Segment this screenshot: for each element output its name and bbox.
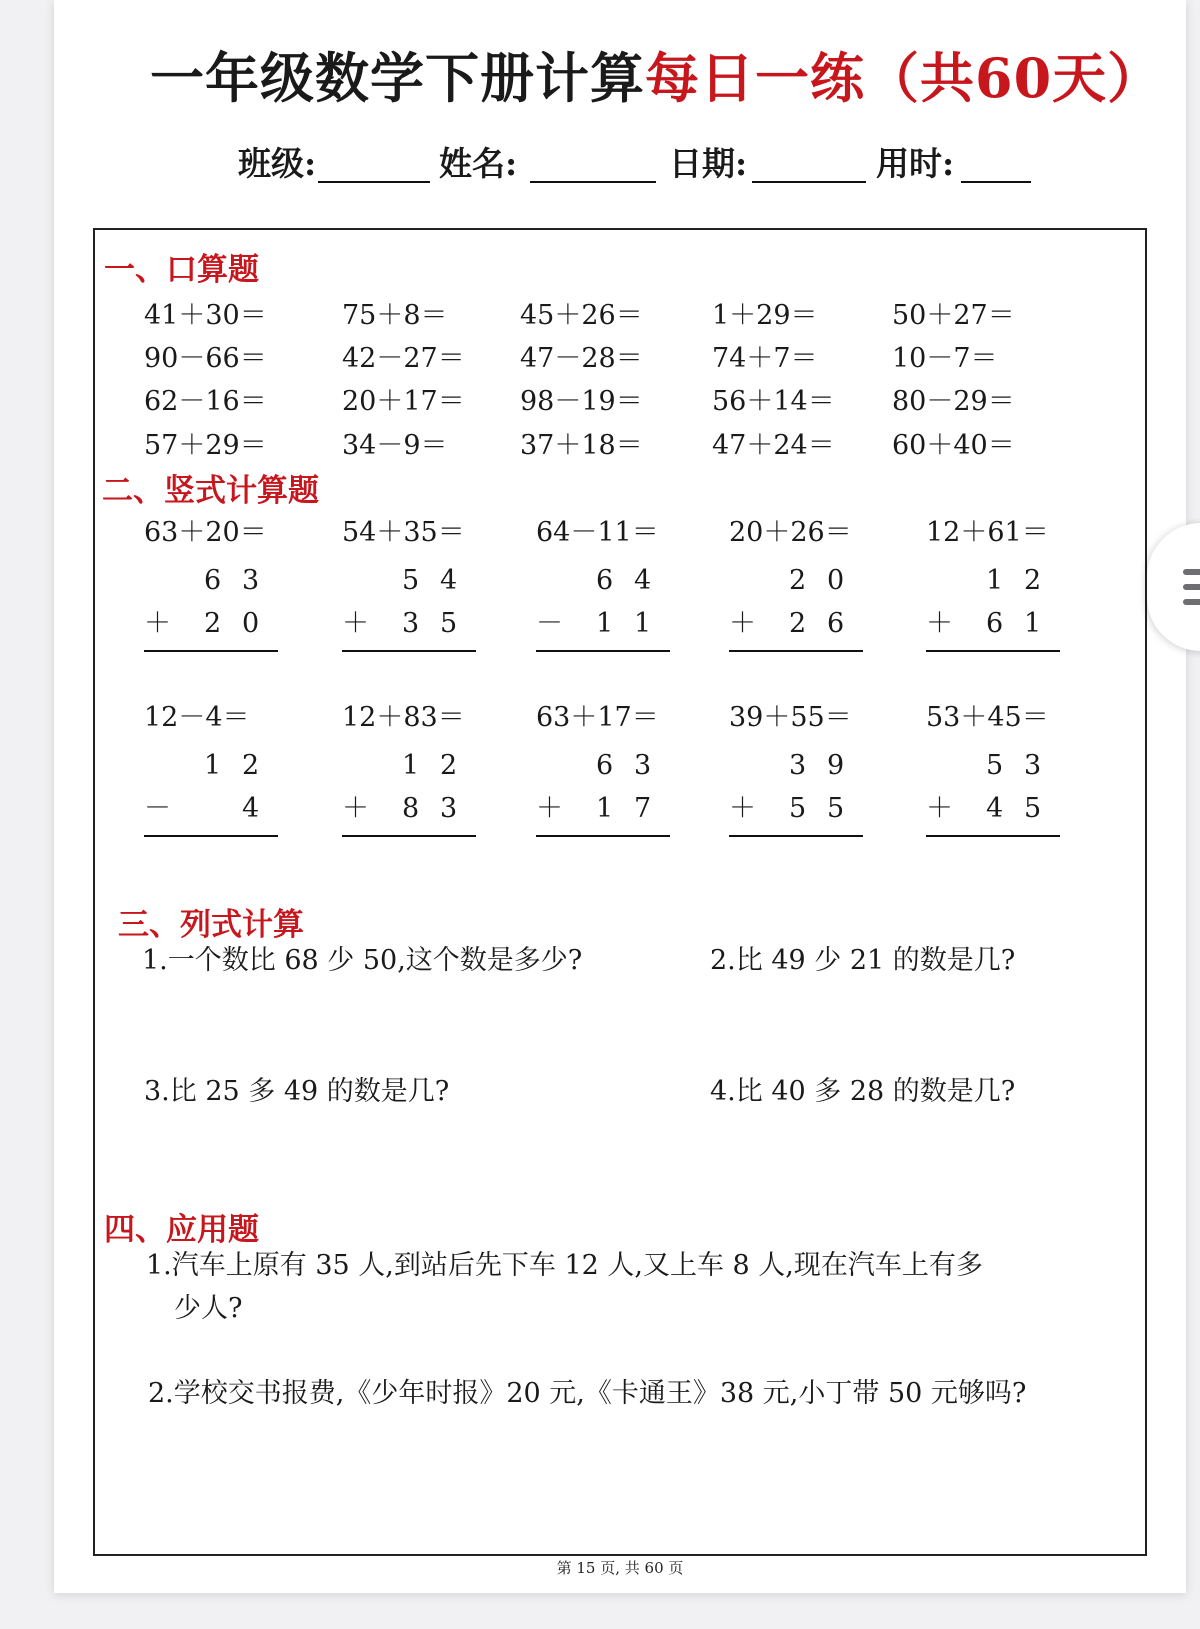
page-footer: 第 15 页, 共 60 页: [556, 1559, 684, 1577]
mental-math-item: 80－29＝: [892, 386, 1015, 417]
operator-sign: ＋: [926, 608, 953, 639]
mental-math-item: 74＋7＝: [712, 343, 818, 374]
bottom-tens-digit: 1: [596, 608, 614, 639]
operator-sign: －: [536, 608, 563, 639]
top-tens-digit: 6: [204, 565, 222, 596]
mental-math-item: 47＋24＝: [712, 430, 835, 461]
top-ones-digit: 4: [634, 565, 652, 596]
time-blank: [961, 181, 1031, 183]
vertical-equation: 63＋20＝: [144, 517, 267, 548]
mental-math-item: 50＋27＝: [892, 300, 1015, 331]
bottom-ones-digit: 4: [242, 793, 260, 824]
top-ones-digit: 4: [440, 565, 458, 596]
vertical-equation: 39＋55＝: [729, 702, 852, 733]
top-ones-digit: 2: [440, 750, 458, 781]
answer-line: [536, 835, 670, 837]
operator-sign: ＋: [536, 793, 563, 824]
top-tens-digit: 5: [402, 565, 420, 596]
operator-sign: ＋: [926, 793, 953, 824]
answer-line: [926, 650, 1060, 652]
section-1-heading: 一、口算题: [104, 252, 259, 288]
top-tens-digit: 1: [986, 565, 1004, 596]
vertical-equation: 12－4＝: [144, 702, 250, 733]
top-tens-digit: 5: [986, 750, 1004, 781]
mental-math-item: 45＋26＝: [520, 300, 643, 331]
answer-line: [729, 835, 863, 837]
answer-line: [729, 650, 863, 652]
menu-icon: [1183, 569, 1200, 575]
question-4-1-line2: 少人?: [174, 1293, 243, 1324]
bottom-tens-digit: 2: [789, 608, 807, 639]
bottom-ones-digit: 5: [440, 608, 458, 639]
bottom-ones-digit: 6: [827, 608, 845, 639]
top-ones-digit: 3: [242, 565, 260, 596]
bottom-tens-digit: 2: [204, 608, 222, 639]
title-red: 每日一练（共60天）: [645, 46, 1163, 110]
answer-line: [144, 835, 278, 837]
bottom-tens-digit: 1: [596, 793, 614, 824]
bottom-tens-digit: 6: [986, 608, 1004, 639]
bottom-tens-digit: 5: [789, 793, 807, 824]
top-ones-digit: 3: [634, 750, 652, 781]
mental-math-item: 90－66＝: [144, 343, 267, 374]
vertical-equation: 20＋26＝: [729, 517, 852, 548]
mental-math-item: 47－28＝: [520, 343, 643, 374]
mental-math-item: 1＋29＝: [712, 300, 818, 331]
mental-math-item: 56＋14＝: [712, 386, 835, 417]
mental-math-item: 60＋40＝: [892, 430, 1015, 461]
operator-sign: ＋: [342, 793, 369, 824]
top-tens-digit: 1: [402, 750, 420, 781]
title-black: 一年级数学下册计算: [150, 46, 645, 110]
name-label: 姓名:: [439, 144, 518, 183]
mental-math-item: 57＋29＝: [144, 430, 267, 461]
question-4-1-line1: 1.汽车上原有 35 人,到站后先下车 12 人,又上车 8 人,现在汽车上有多: [146, 1250, 983, 1281]
question-3-2: 2.比 49 少 21 的数是几?: [710, 945, 1016, 976]
operator-sign: ＋: [729, 608, 756, 639]
bottom-ones-digit: 3: [440, 793, 458, 824]
answer-line: [536, 650, 670, 652]
mental-math-item: 41＋30＝: [144, 300, 267, 331]
mental-math-item: 20＋17＝: [342, 386, 465, 417]
vertical-equation: 54＋35＝: [342, 517, 465, 548]
content-frame: [93, 228, 1147, 1556]
question-3-1: 1.一个数比 68 少 50,这个数是多少?: [142, 945, 583, 976]
bottom-ones-digit: 1: [1024, 608, 1042, 639]
vertical-equation: 63＋17＝: [536, 702, 659, 733]
mental-math-item: 75＋8＝: [342, 300, 448, 331]
answer-line: [342, 650, 476, 652]
operator-sign: ＋: [729, 793, 756, 824]
section-4-heading: 四、应用题: [104, 1212, 259, 1248]
top-ones-digit: 2: [1024, 565, 1042, 596]
time-label: 用时:: [876, 144, 955, 183]
mental-math-item: 34－9＝: [342, 430, 448, 461]
worksheet-page: [54, 0, 1186, 1593]
top-ones-digit: 0: [827, 565, 845, 596]
top-tens-digit: 6: [596, 750, 614, 781]
top-tens-digit: 2: [789, 565, 807, 596]
bottom-ones-digit: 5: [827, 793, 845, 824]
answer-line: [144, 650, 278, 652]
bottom-ones-digit: 5: [1024, 793, 1042, 824]
answer-line: [342, 835, 476, 837]
answer-line: [926, 835, 1060, 837]
date-label: 日期:: [669, 144, 748, 183]
mental-math-item: 98－19＝: [520, 386, 643, 417]
name-blank: [530, 181, 656, 183]
top-tens-digit: 3: [789, 750, 807, 781]
bottom-ones-digit: 0: [242, 608, 260, 639]
question-3-4: 4.比 40 多 28 的数是几?: [710, 1076, 1016, 1107]
class-label: 班级:: [238, 144, 317, 183]
bottom-tens-digit: 4: [986, 793, 1004, 824]
vertical-equation: 53＋45＝: [926, 702, 1049, 733]
mental-math-item: 37＋18＝: [520, 430, 643, 461]
question-4-2: 2.学校交书报费,《少年时报》20 元,《卡通王》38 元,小丁带 50 元够吗?: [148, 1378, 1027, 1409]
top-tens-digit: 1: [204, 750, 222, 781]
mental-math-item: 10－7＝: [892, 343, 998, 374]
bottom-ones-digit: 7: [634, 793, 652, 824]
question-3-3: 3.比 25 多 49 的数是几?: [144, 1076, 450, 1107]
operator-sign: －: [144, 793, 171, 824]
mental-math-item: 62－16＝: [144, 386, 267, 417]
bottom-tens-digit: 8: [402, 793, 420, 824]
mental-math-item: 42－27＝: [342, 343, 465, 374]
section-3-heading: 三、列式计算: [118, 907, 304, 943]
page-title: [150, 48, 1162, 108]
vertical-equation: 12＋61＝: [926, 517, 1049, 548]
top-ones-digit: 2: [242, 750, 260, 781]
operator-sign: ＋: [144, 608, 171, 639]
date-blank: [752, 181, 866, 183]
bottom-ones-digit: 1: [634, 608, 652, 639]
vertical-equation: 64－11＝: [536, 517, 659, 548]
menu-icon-bar: [1183, 584, 1200, 590]
bottom-tens-digit: 3: [402, 608, 420, 639]
top-tens-digit: 6: [596, 565, 614, 596]
vertical-equation: 12＋83＝: [342, 702, 465, 733]
class-blank: [318, 181, 430, 183]
section-2-heading: 二、竖式计算题: [102, 473, 319, 509]
top-ones-digit: 3: [1024, 750, 1042, 781]
menu-icon-bar: [1183, 599, 1200, 605]
operator-sign: ＋: [342, 608, 369, 639]
top-ones-digit: 9: [827, 750, 845, 781]
